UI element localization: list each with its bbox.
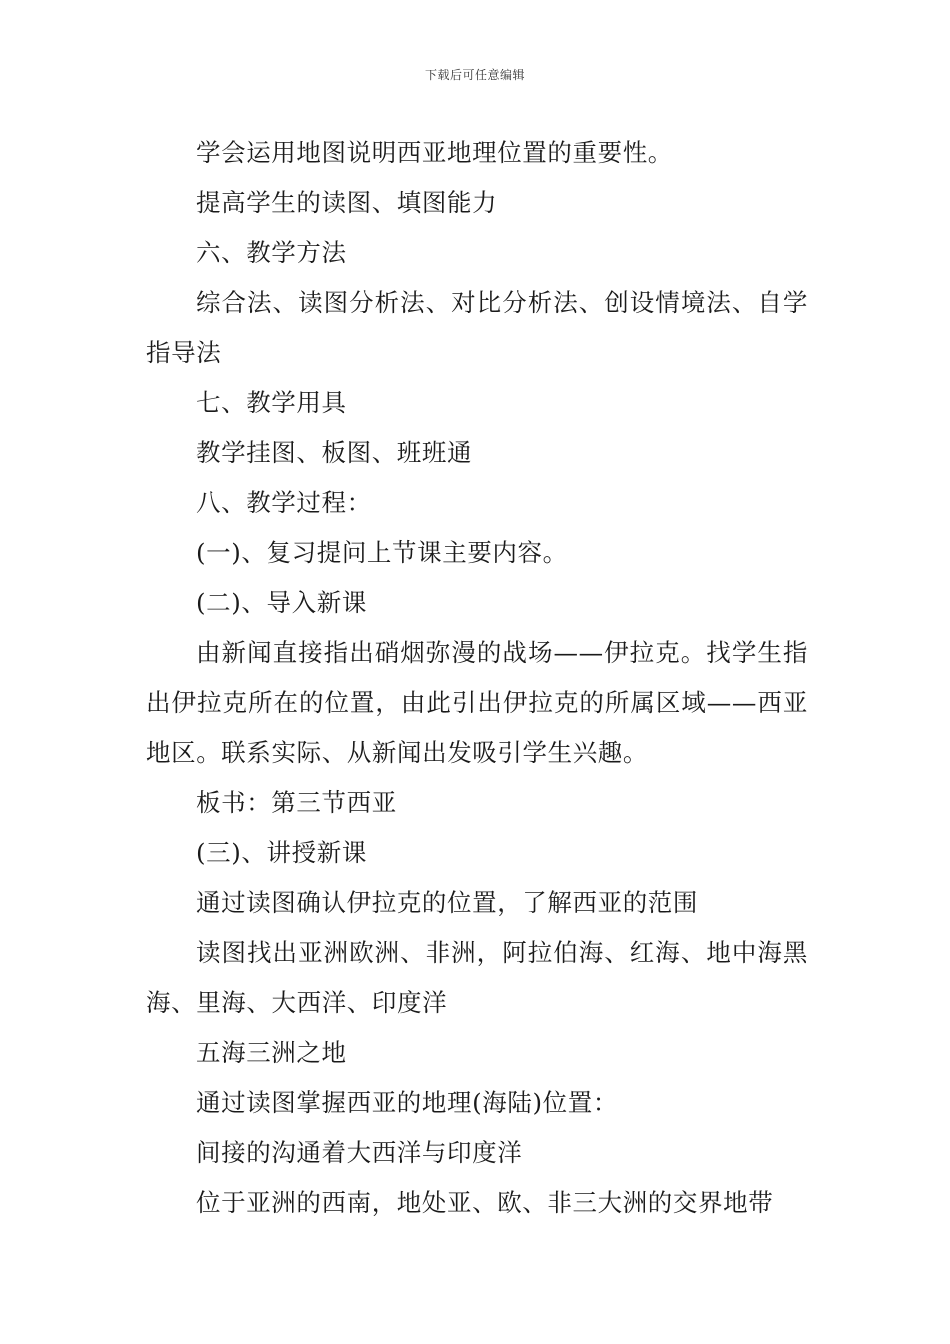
section-heading: 六、教学方法 xyxy=(196,238,347,267)
subsection-heading: (一)、复习提问上节课主要内容。 xyxy=(196,538,568,567)
paragraph: 学会运用地图说明西亚地理位置的重要性。 xyxy=(196,138,673,167)
subsection-heading: (二)、导入新课 xyxy=(196,588,367,617)
section-heading: 七、教学用具 xyxy=(196,388,347,417)
paragraph: 由新闻直接指出硝烟弥漫的战场——伊拉克。找学生指出伊拉克所在的位置，由此引出伊拉克的所属区域——西亚地区。联系实际、从新闻出发吸引学生兴趣。 xyxy=(146,638,808,767)
paragraph: 通过读图掌握西亚的地理(海陆)位置： xyxy=(196,1088,618,1117)
paragraph: 读图找出亚洲欧洲、非洲，阿拉伯海、红海、地中海黑海、里海、大西洋、印度洋 xyxy=(146,938,808,1017)
document-body xyxy=(146,128,808,1228)
paragraph: 综合法、读图分析法、对比分析法、创设情境法、自学指导法 xyxy=(146,288,808,367)
paragraph: 间接的沟通着大西洋与印度洋 xyxy=(196,1138,523,1167)
paragraph: 通过读图确认伊拉克的位置，了解西亚的范围 xyxy=(196,888,698,917)
subsection-heading: (三)、讲授新课 xyxy=(196,838,367,867)
paragraph: 提高学生的读图、填图能力 xyxy=(196,188,498,217)
page-header: 下载后可任意编辑 xyxy=(424,68,525,82)
paragraph: 教学挂图、板图、班班通 xyxy=(196,438,473,467)
paragraph: 位于亚洲的西南，地处亚、欧、非三大洲的交界地带 xyxy=(196,1188,774,1217)
section-heading: 八、教学过程： xyxy=(196,488,372,517)
paragraph: 五海三洲之地 xyxy=(196,1038,347,1067)
paragraph: 板书：第三节西亚 xyxy=(196,788,397,817)
